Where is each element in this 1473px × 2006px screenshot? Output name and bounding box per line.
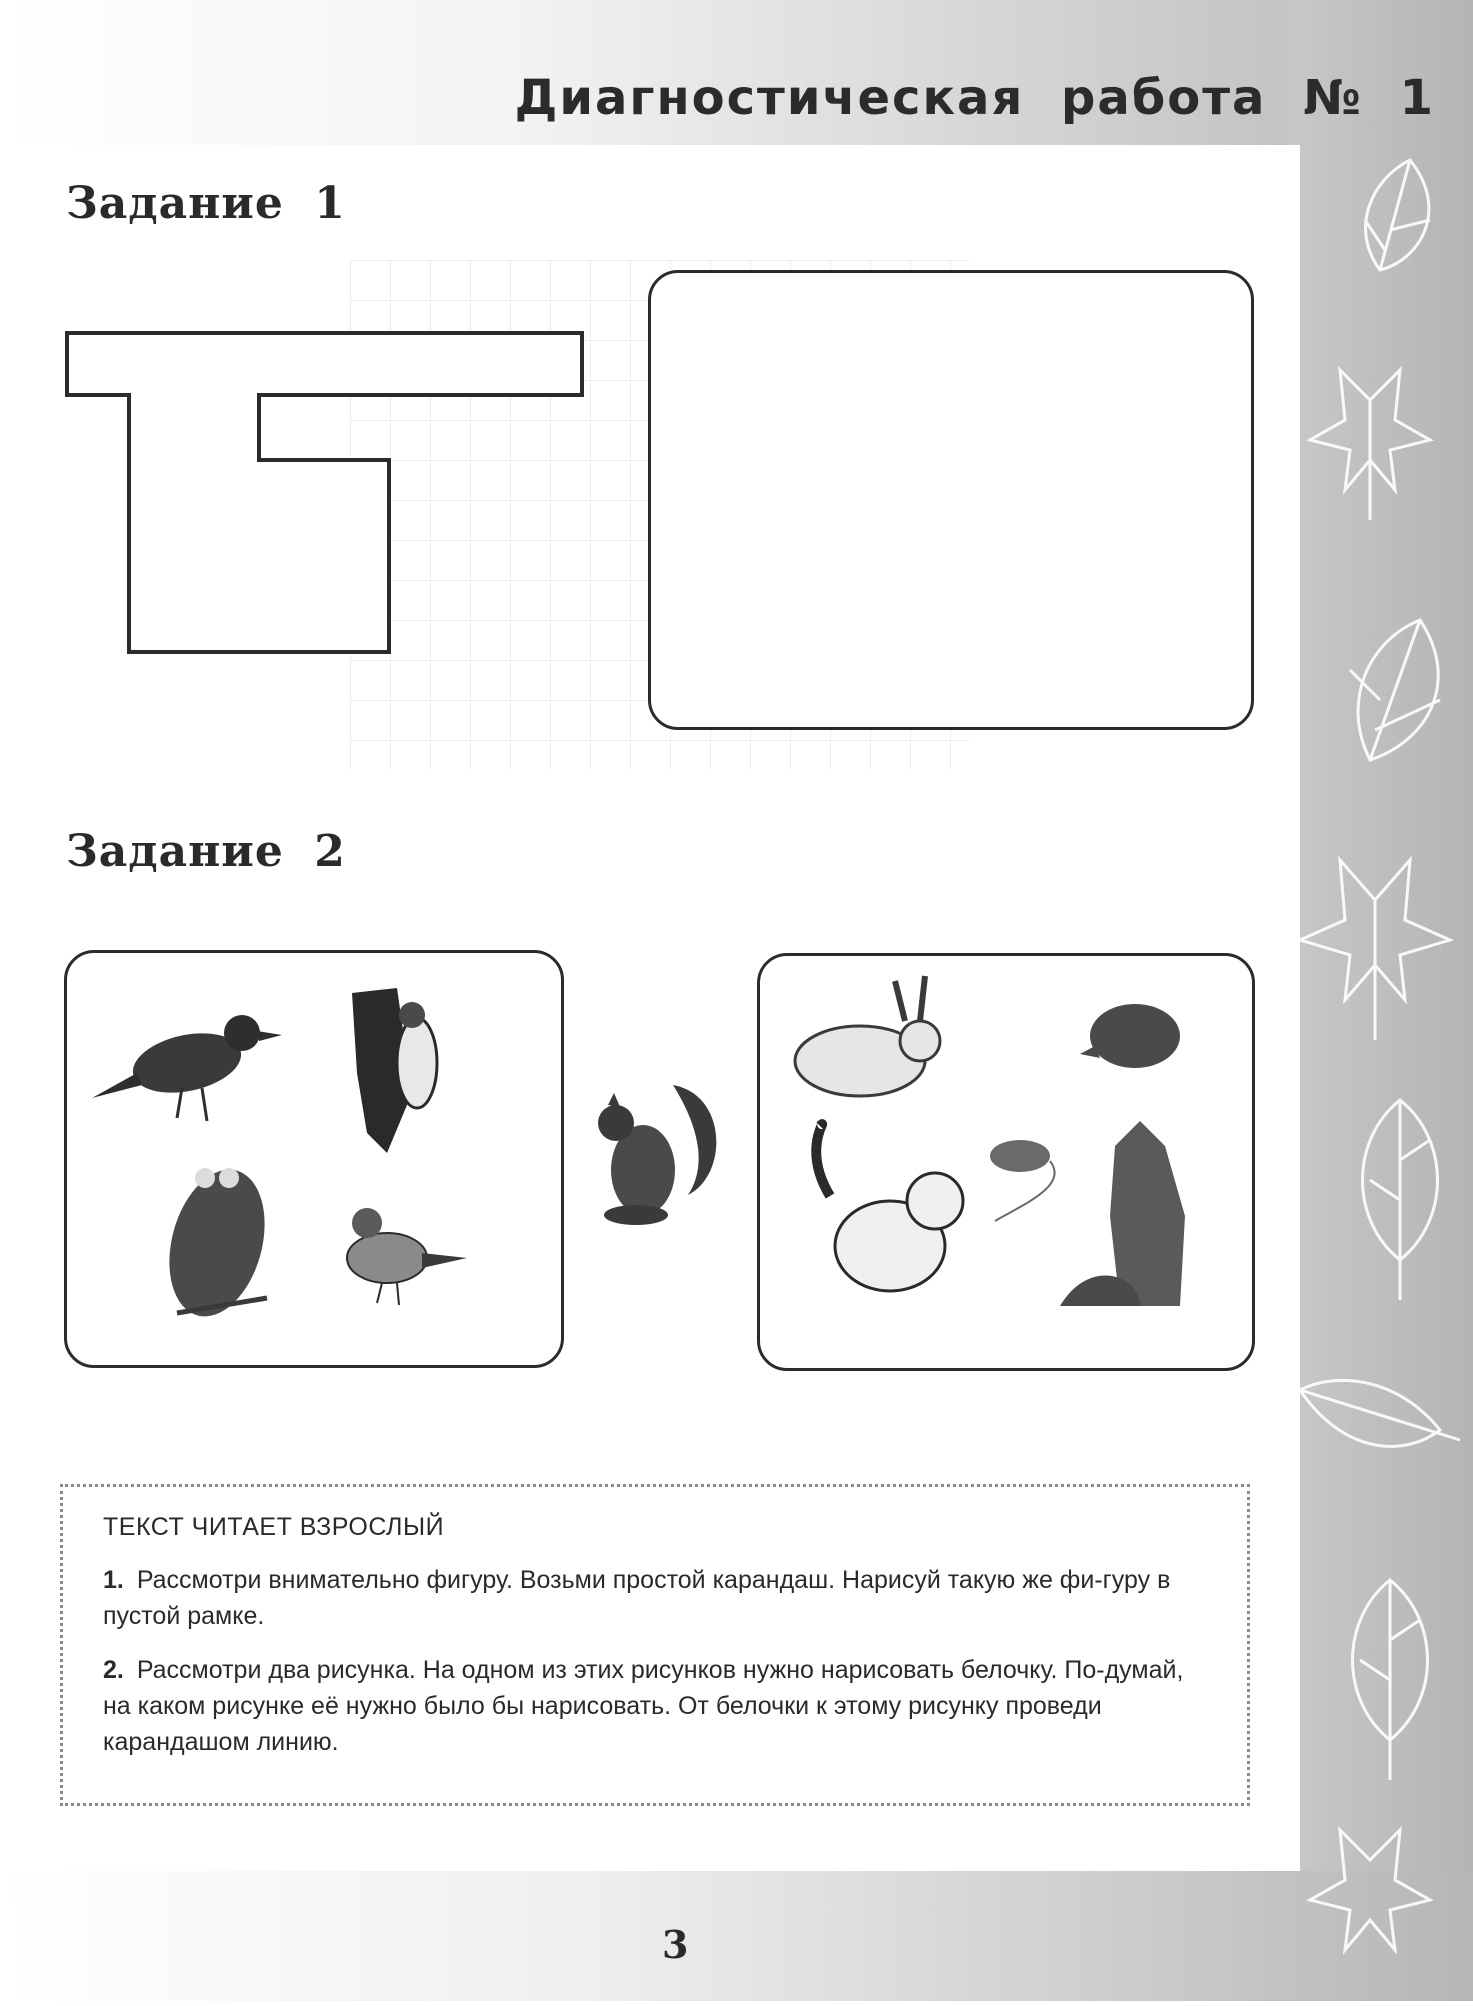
birds-illustration xyxy=(67,953,561,1365)
instruction-text: Рассмотри внимательно фигуру. Возьми простой карандаш. Нарисуй такую же фи-гуру в пустой рамке. xyxy=(103,1566,1171,1630)
instruction-text: Рассмотри два рисунка. На одном из этих рисунков нужно нарисовать белочку. По-думай, на каком рисунке её нужно было бы нарисовать. От белочки к этому рисунку проведи карандашом линию. xyxy=(103,1656,1184,1756)
fox-icon xyxy=(1060,1121,1185,1306)
leaf-icon xyxy=(1350,620,1440,760)
leaf-icon xyxy=(1310,1830,1430,1950)
hedgehog-icon xyxy=(1080,1004,1180,1068)
forest-animals-picture[interactable] xyxy=(757,953,1255,1371)
cat-icon xyxy=(816,1124,963,1291)
instruction-number: 2. xyxy=(103,1656,124,1684)
instruction-item-2 xyxy=(103,1652,1203,1760)
footer-band xyxy=(0,1871,1473,2001)
leaf-icon xyxy=(1363,1100,1438,1300)
mouse-icon xyxy=(990,1140,1055,1221)
task-2-title: Задание 2 xyxy=(66,826,346,877)
leaf-pattern xyxy=(1280,140,1473,2001)
letter-i-figure xyxy=(64,330,586,660)
leaf-icon xyxy=(1300,860,1450,1040)
leaf-pattern-svg xyxy=(1280,140,1473,2001)
instructions-heading: ТЕКСТ ЧИТАЕТ ВЗРОСЛЫЙ xyxy=(103,1513,445,1541)
birds-picture[interactable] xyxy=(64,950,564,1368)
instruction-number: 1. xyxy=(103,1566,124,1594)
hare-icon xyxy=(795,976,940,1096)
woodpecker-icon xyxy=(352,988,437,1153)
owl-icon xyxy=(154,1159,280,1327)
animals-illustration xyxy=(760,956,1252,1368)
instruction-item-1 xyxy=(103,1562,1203,1634)
leaf-icon xyxy=(1365,160,1430,270)
page-number: 3 xyxy=(662,1922,689,1967)
sparrow-icon xyxy=(347,1208,467,1305)
task-1-title: Задание 1 xyxy=(66,178,346,229)
leaf-icon xyxy=(1300,1380,1460,1446)
leaf-icon xyxy=(1310,370,1430,520)
squirrel-picture[interactable] xyxy=(578,1065,728,1235)
adult-instructions-box xyxy=(60,1484,1250,1806)
crow-icon xyxy=(92,1015,282,1121)
leaf-icon xyxy=(1353,1580,1428,1780)
empty-drawing-frame[interactable] xyxy=(648,270,1254,730)
page-title: Диагностическая работа № 1 xyxy=(514,70,1435,126)
